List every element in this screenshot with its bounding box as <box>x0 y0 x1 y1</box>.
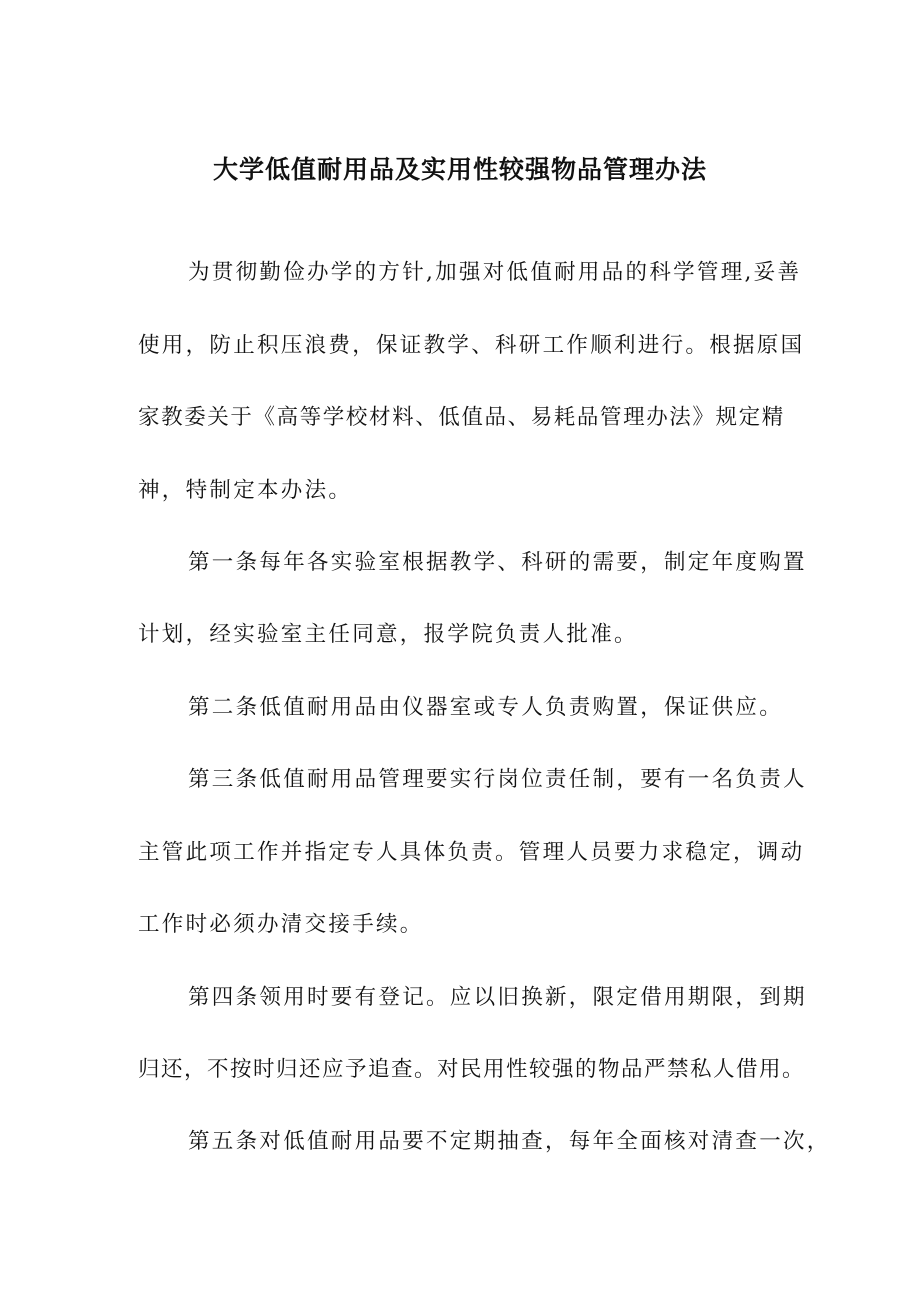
preamble-line-4: 神，特制定本办法。 <box>138 478 353 503</box>
preamble-line-3: 家教委关于《高等学校材料、低值品、易耗品管理办法》规定精 <box>138 405 785 430</box>
article-1-line-2: 计划，经实验室主任同意，报学院负责人批准。 <box>138 622 638 647</box>
article-3-line-2: 主管此项工作并指定专人具体负责。管理人员要力求稳定，调动 <box>138 840 805 865</box>
article-1-line-1: 第一条每年各实验室根据教学、科研的需要，制定年度购置 <box>188 550 807 575</box>
preamble-line-1: 为贯彻勤俭办学的方针,加强对低值耐用品的科学管理,妥善 <box>188 260 802 285</box>
article-3-line-3: 工作时必须办清交接手续。 <box>138 912 424 937</box>
article-2-line-1: 第二条低值耐用品由仪器室或专人负责购置，保证供应。 <box>188 695 784 720</box>
preamble-line-2: 使用，防止积压浪费，保证教学、科研工作顺利进行。根据原国 <box>138 333 805 358</box>
article-4-line-2: 归还，不按时归还应予追查。对民用性较强的物品严禁私人借用。 <box>138 1057 806 1082</box>
article-4-line-1: 第四条领用时要有登记。应以旧换新，限定借用期限，到期 <box>188 985 807 1010</box>
document-title: 大学低值耐用品及实用性较强物品管理办法 <box>212 155 707 184</box>
article-3-line-1: 第三条低值耐用品管理要实行岗位责任制，要有一名负责人 <box>188 767 807 792</box>
article-5-line-1: 第五条对低值耐用品要不定期抽查，每年全面核对清查一次， <box>188 1129 831 1154</box>
